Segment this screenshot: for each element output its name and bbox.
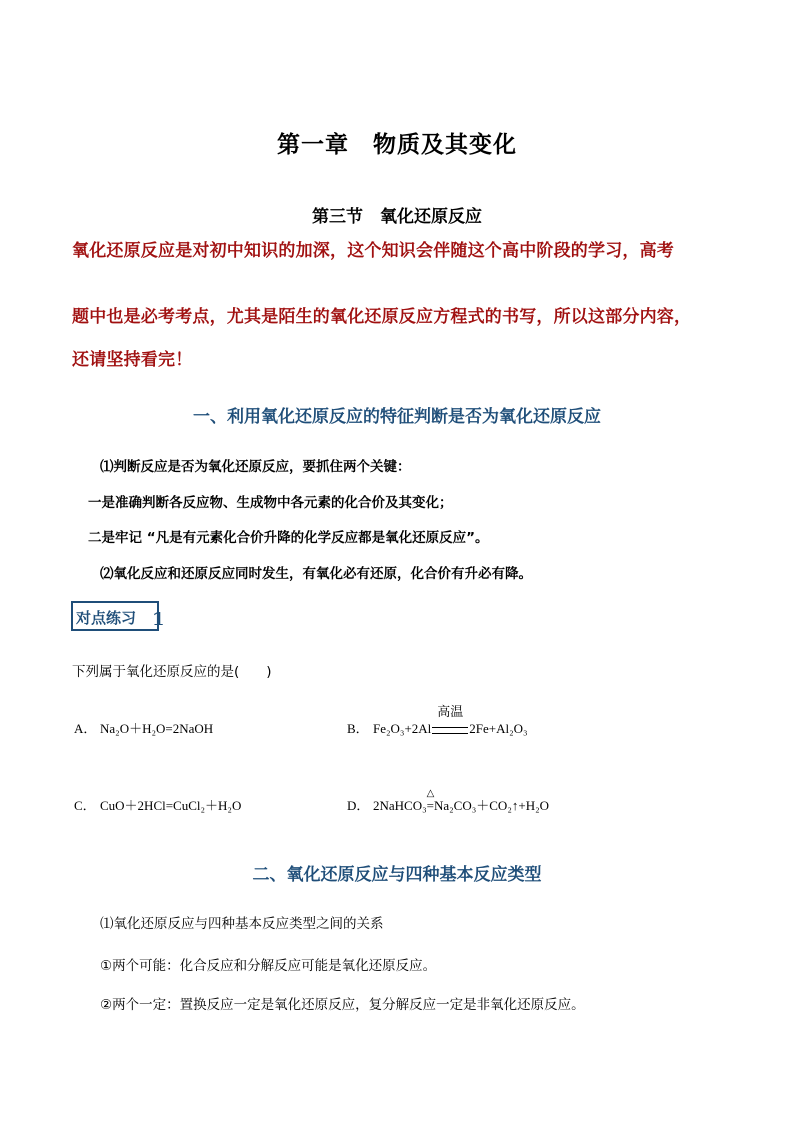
option-a-equation: Na₂O＋H₂O=2NaOH [100, 721, 214, 736]
option-b-lhs: Fe₂O₃+2Al [373, 721, 432, 736]
practice-number: 1 [152, 609, 165, 630]
heading-2: 二、氧化还原反应与四种基本反应类型 [252, 865, 542, 885]
intro-line-1: 氧化还原反应是对初中知识的加深，这个知识会伴随这个高中阶段的学习，高考 [72, 241, 674, 261]
option-a-letter: A． [74, 721, 97, 736]
option-c-letter: C． [74, 798, 96, 813]
option-b [347, 705, 528, 737]
option-a [74, 718, 213, 737]
option-b-condition [431, 705, 469, 737]
point-1-1: ⑴判断反应是否为氧化还原反应，要抓住两个关键： [100, 459, 411, 475]
heading-1: 一、利用氧化还原反应的特征判断是否为氧化还原反应 [193, 407, 601, 427]
point-1-3: 二是牢记 “凡是有元素化合价升降的化学反应都是氧化还原反应”。 [88, 530, 489, 546]
option-b-rhs: 2Fe+Al₂O₃ [469, 721, 528, 736]
practice-label: 对点练习 [76, 609, 137, 627]
question-text: 下列属于氧化还原反应的是( ) [72, 664, 272, 680]
option-b-letter: B． [347, 721, 369, 736]
point-1-2: 一是准确判断各反应物、生成物中各元素的化合价及其变化； [88, 495, 453, 511]
option-d-condition: △ = [426, 788, 435, 813]
option-c [74, 795, 241, 814]
option-b-equals-sign [432, 727, 468, 734]
option-d [347, 788, 549, 814]
option-d-lhs: 2NaHCO₃ [373, 798, 427, 813]
intro-line-2: 题中也是必考考点，尤其是陌生的氧化还原反应方程式的书写，所以这部分内容， [72, 307, 692, 327]
option-d-rhs: Na₂CO₃＋CO₂↑+H₂O [433, 798, 549, 813]
option-c-equation: CuO＋2HCl=CuCl₂＋H₂O [100, 798, 242, 813]
chapter-title: 第一章 物质及其变化 [277, 132, 517, 158]
intro-line-3: 还请坚持看完！ [72, 350, 193, 370]
option-b-condition-text: 高温 [437, 705, 464, 720]
section-title: 第三节 氧化还原反应 [312, 207, 482, 227]
point-2-2: ①两个可能：化合反应和分解反应可能是氧化还原反应。 [100, 958, 437, 974]
practice-box [71, 601, 165, 631]
point-2-1: ⑴氧化还原反应与四种基本反应类型之间的关系 [100, 916, 384, 932]
option-d-condition-text: △ [426, 788, 435, 799]
point-2-3: ②两个一定：置换反应一定是氧化还原反应，复分解反应一定是非氧化还原反应。 [100, 997, 585, 1013]
option-d-letter: D． [347, 798, 370, 813]
point-1-4: ⑵氧化反应和还原反应同时发生，有氧化必有还原，化合价有升必有降。 [100, 566, 532, 582]
